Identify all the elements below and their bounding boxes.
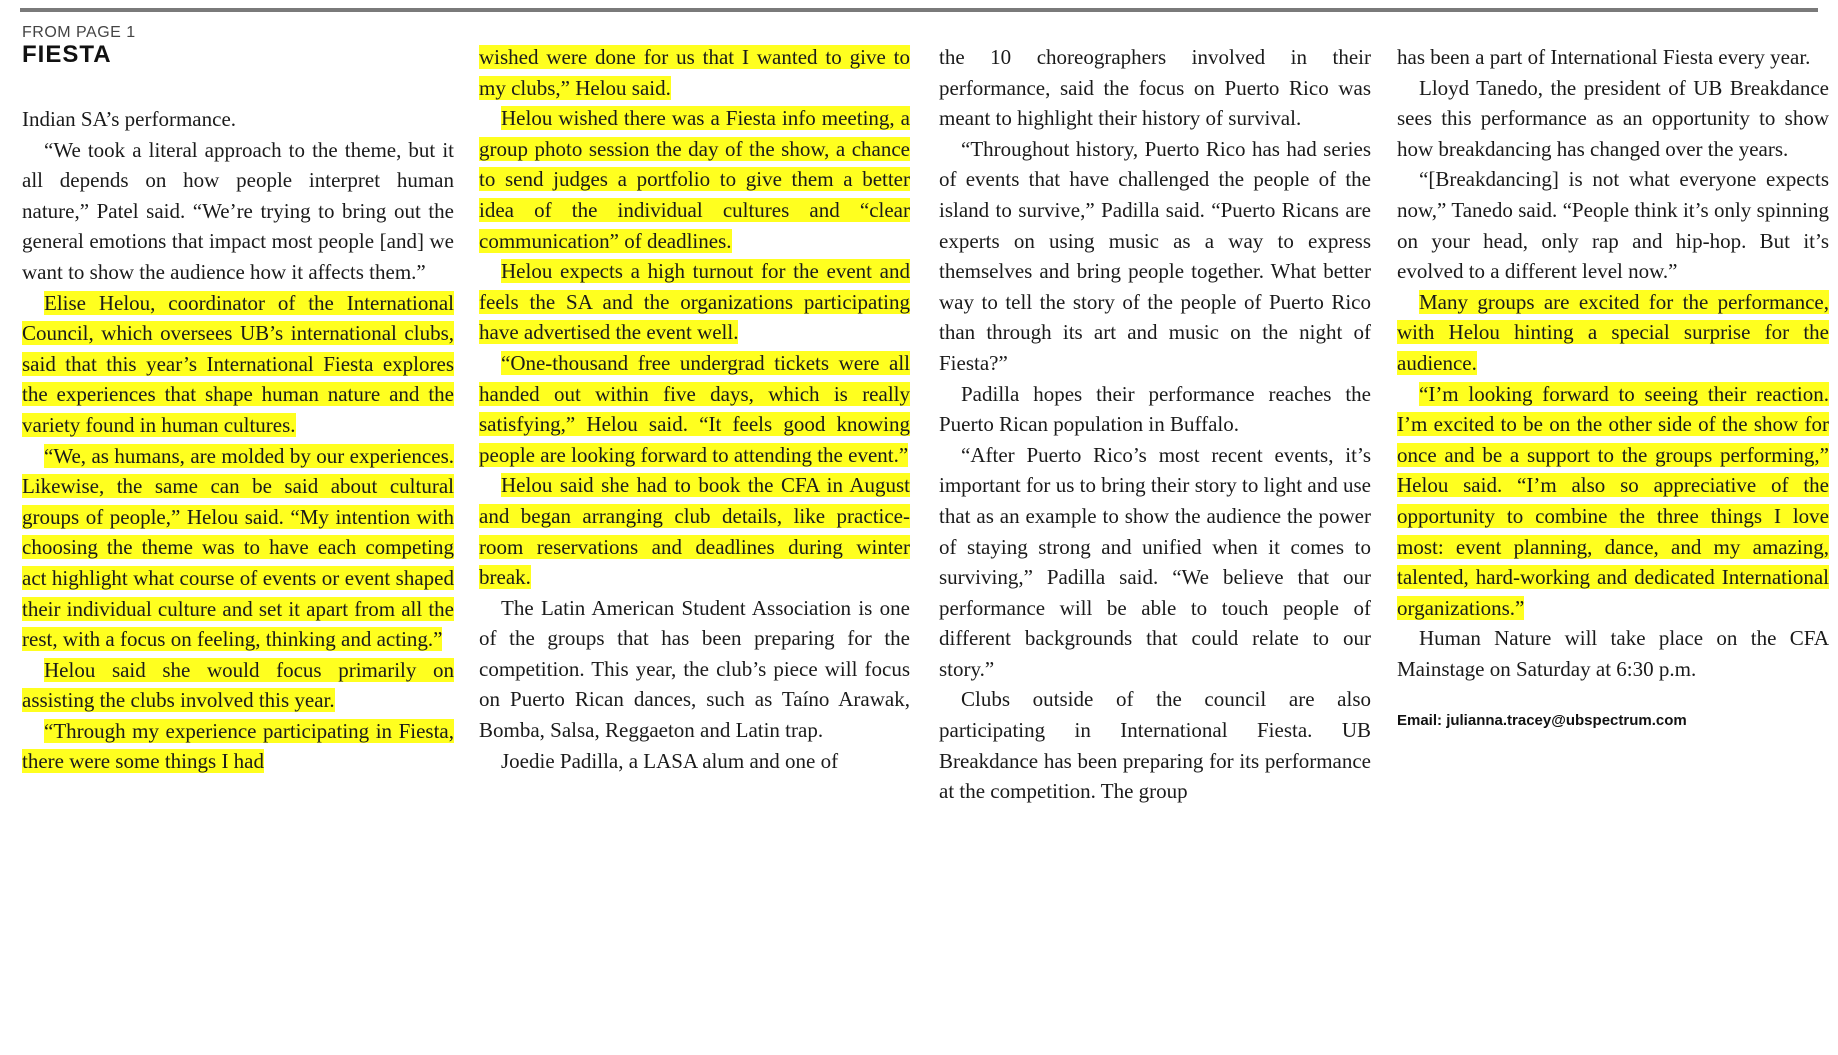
article-paragraph bbox=[22, 288, 454, 441]
paragraph-text: “After Puerto Rico’s most recent events, it’s important for us to bring their story to light and use that as an example to show the audience the power of staying strong and unified when it comes to surviving,” Padilla said. “We believe that our performance will be able to touch people of different backgrounds that could relate to our story.” bbox=[939, 442, 1371, 681]
highlighted-text: Helou said she had to book the CFA in August and began arranging club details, like practice-room reservations and deadlines during winter break. bbox=[479, 473, 910, 590]
article-paragraph bbox=[1397, 73, 1829, 165]
article-header bbox=[22, 24, 422, 68]
paragraph-text: The Latin American Student Association is one of the groups that has been preparing for the competition. This year, the club’s piece will focus on Puerto Rican dances, such as Taíno Arawak, Bomba, Salsa, Reggaeton and Latin trap. bbox=[479, 595, 910, 743]
highlighted-text: “One-thousand free undergrad tickets were all handed out within five days, which is really satisfying,” Helou said. “It feels good knowing people are looking forward to attending the event.” bbox=[479, 350, 910, 467]
article-paragraph bbox=[939, 42, 1371, 134]
article-paragraph bbox=[479, 746, 910, 777]
article-paragraph bbox=[479, 348, 910, 470]
highlighted-text: Elise Helou, coordinator of the International Council, which oversees UB’s international clubs, said that this year’s International Fiesta explores the experiences that shape human nature and the variety found in human cultures. bbox=[22, 290, 454, 437]
article-paragraph bbox=[939, 134, 1371, 379]
paragraph-text: the 10 choreographers involved in their performance, said the focus on Puerto Rico was meant to highlight their history of survival. bbox=[939, 45, 1371, 131]
article-paragraph bbox=[22, 716, 454, 777]
column-4 bbox=[1397, 42, 1829, 993]
highlighted-text: wished were done for us that I wanted to give to my clubs,” Helou said. bbox=[479, 45, 910, 100]
article-paragraph bbox=[939, 379, 1371, 440]
paragraph-text: “We took a literal approach to the theme, but it all depends on how people interpret human nature,” Patel said. “We’re trying to bring out the general emotions that impact most people [and] we want to show the audience how it affects them.” bbox=[22, 137, 454, 284]
paragraph-text: Human Nature will take place on the CFA Mainstage on Saturday at 6:30 p.m. bbox=[1397, 626, 1829, 681]
paragraph-text: Joedie Padilla, a LASA alum and one of bbox=[501, 748, 839, 773]
article-headline: FIESTA bbox=[22, 41, 112, 68]
paragraph-text: Lloyd Tanedo, the president of UB Breakdance sees this performance as an opportunity to show how breakdancing has changed over the years. bbox=[1397, 75, 1829, 161]
article-paragraph bbox=[939, 684, 1371, 806]
article-paragraph bbox=[479, 470, 910, 592]
paragraph-text: “[Breakdancing] is not what everyone expects now,” Tanedo said. “People think it’s only spinning on your head, only rap and hip-hop. But it’s evolved to a different level now.” bbox=[1397, 167, 1829, 284]
highlighted-text: Many groups are excited for the performance, with Helou hinting a special surprise for the audience. bbox=[1397, 289, 1829, 375]
article-paragraph bbox=[1397, 42, 1829, 73]
paragraph-text: has been a part of International Fiesta every year. bbox=[1397, 45, 1811, 69]
paragraph-text: Padilla hopes their performance reaches the Puerto Rican population in Buffalo. bbox=[939, 381, 1371, 437]
email-address: julianna.tracey@ubspectrum.com bbox=[1446, 712, 1687, 730]
article-paragraph bbox=[1397, 623, 1829, 684]
highlighted-text: Helou said she would focus primarily on assisting the clubs involved this year. bbox=[22, 657, 454, 713]
column-1 bbox=[22, 104, 454, 1055]
article-paragraph bbox=[1397, 164, 1829, 286]
top-rule bbox=[20, 8, 1818, 12]
paragraph-text: Indian SA’s performance. bbox=[22, 107, 237, 131]
highlighted-text: “Through my experience participating in Fiesta, there were some things I had bbox=[22, 718, 454, 774]
article-paragraph bbox=[479, 256, 910, 348]
highlighted-text: Helou wished there was a Fiesta info meeting, a group photo session the day of the show, a chance to send judges a portfolio to give them a better idea of the individual cultures and “clear communication” of deadlines. bbox=[479, 106, 910, 253]
highlighted-text: “I’m looking forward to seeing their reaction. I’m excited to be on the other side of the show for once and be a support to the groups performing,” Helou said. “I’m also so appreciative of the opportunity to combine the three things I love most: event planning, dance, and my amazing, talented, hard-working and dedicated International organizations.” bbox=[1397, 381, 1829, 620]
article-paragraph bbox=[1397, 379, 1829, 624]
article-paragraph bbox=[939, 440, 1371, 685]
paragraph-text: Clubs outside of the council are also participating in International Fiesta. UB Breakdance has been preparing for its performance at the competition. The group bbox=[939, 687, 1371, 804]
highlighted-text: “We, as humans, are molded by our experiences. Likewise, the same can be said about cultural groups of people,” Helou said. “My intention with choosing the theme was to have each competing act highlight what course of events or event shaped their individual culture and set it apart from all the rest, with a focus on feeling, thinking and acting.” bbox=[22, 443, 454, 652]
article-paragraph bbox=[22, 441, 454, 655]
paragraph-text: “Throughout history, Puerto Rico has had series of events that have challenged the people of the island to survive,” Padilla said. “Puerto Ricans are experts on using music as a way to express themselves and bring people together. What better way to tell the story of the people of Puerto Rico than through its art and music on the night of Fiesta?” bbox=[939, 136, 1371, 375]
article-paragraph bbox=[22, 135, 454, 288]
highlighted-text: Helou expects a high turnout for the event and feels the SA and the organizations participating have advertised the event well. bbox=[479, 259, 910, 345]
article-paragraph bbox=[1397, 287, 1829, 379]
article-paragraph bbox=[479, 103, 910, 256]
article-paragraph bbox=[22, 104, 454, 135]
column-3 bbox=[939, 42, 1371, 993]
article-paragraph bbox=[479, 42, 910, 103]
article-paragraph bbox=[22, 655, 454, 716]
email-label: Email: bbox=[1397, 712, 1443, 730]
article-paragraph bbox=[479, 593, 910, 746]
author-email bbox=[1397, 712, 1829, 729]
jump-kicker: FROM PAGE 1 bbox=[22, 24, 136, 41]
column-2 bbox=[479, 42, 910, 993]
